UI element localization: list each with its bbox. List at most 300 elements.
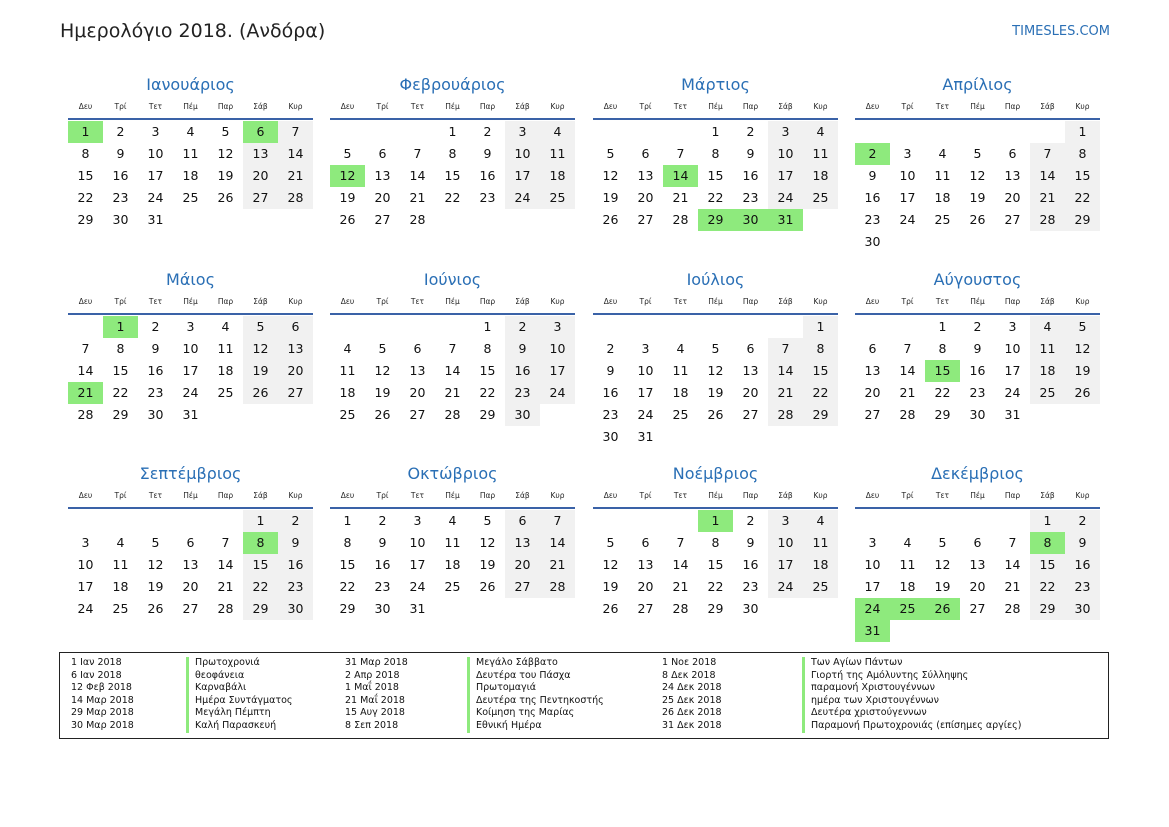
weekday-label: Παρ (742, 297, 759, 306)
day-cell: 11 (672, 363, 689, 378)
weekday-header (855, 294, 1100, 315)
day-cell: 21 (217, 579, 234, 594)
day-cell: 22 (77, 190, 94, 205)
day-cell: 17 (540, 360, 575, 382)
day-cell: 9 (746, 146, 755, 161)
day-cell: 1 (448, 124, 457, 139)
day-cell: 10 (899, 168, 916, 183)
month-block (855, 464, 1100, 642)
weekday-label: Πέμ (970, 491, 985, 500)
weekday-label: Σάβ (253, 297, 268, 306)
day-cell: 12 (147, 557, 164, 572)
weekday-label: Δευ (603, 102, 618, 111)
day-cell: 7 (676, 535, 685, 550)
legend-date: 12 Φεβ 2018 (71, 682, 132, 694)
month-block (855, 270, 1100, 426)
day-cell: 10 (768, 532, 803, 554)
day-cell: 25 (1030, 382, 1065, 404)
day-cell: 25 (803, 576, 838, 598)
day-cell: 20 (278, 360, 313, 382)
day-cell: 8 (448, 146, 457, 161)
weekday-label: Σάβ (1040, 102, 1055, 111)
legend-date: 14 Μαρ 2018 (71, 694, 134, 706)
weekday-label: Σάβ (253, 491, 268, 500)
day-cell: 1 (711, 124, 720, 139)
day-cell: 16 (742, 168, 759, 183)
day-cell: 14 (409, 168, 426, 183)
day-cell: 6 (278, 316, 313, 338)
holiday-day: 21 (68, 382, 103, 404)
day-cell: 13 (742, 363, 759, 378)
legend-marker (802, 657, 805, 733)
day-cell: 30 (742, 601, 759, 616)
weekday-label: Δευ (865, 102, 880, 111)
day-cell: 5 (973, 146, 982, 161)
day-cell: 3 (540, 316, 575, 338)
month-block (593, 464, 838, 620)
day-grid (855, 509, 1100, 642)
day-cell: 24 (505, 187, 540, 209)
weekday-label: Δευ (78, 297, 93, 306)
day-cell: 11 (540, 143, 575, 165)
day-cell: 27 (864, 407, 881, 422)
day-cell: 24 (77, 601, 94, 616)
day-cell: 4 (676, 341, 685, 356)
holiday-day: 30 (733, 209, 768, 231)
month-name: Φεβρουάριος (399, 75, 506, 94)
day-cell: 4 (221, 319, 230, 334)
day-cell: 31 (409, 601, 426, 616)
day-cell: 9 (378, 535, 387, 550)
day-cell: 12 (969, 168, 986, 183)
month-block (68, 270, 313, 426)
day-cell: 9 (606, 363, 615, 378)
legend-holiday-name: Καλή Παρασκευή (195, 719, 277, 731)
legend-date: 1 Μαΐ 2018 (345, 682, 399, 694)
day-cell: 15 (112, 363, 129, 378)
weekday-label: Παρ (1004, 297, 1021, 306)
empty-day (330, 121, 365, 143)
day-cell: 20 (742, 385, 759, 400)
day-cell: 5 (243, 316, 278, 338)
site-link[interactable]: TIMESLES.COM (1012, 24, 1110, 39)
weekday-label: Σάβ (778, 491, 793, 500)
weekday-label: Σάβ (515, 102, 530, 111)
weekday-label: Κυρ (550, 491, 565, 500)
empty-day (68, 316, 103, 338)
month-name: Δεκέμβριος (931, 464, 1024, 483)
weekday-label: Τρί (114, 491, 127, 500)
day-cell: 25 (217, 385, 234, 400)
weekday-label: Τρί (114, 297, 127, 306)
empty-day (1065, 620, 1100, 642)
day-cell: 8 (711, 535, 720, 550)
legend-holiday-name: Πρωτομαγιά (476, 682, 537, 694)
empty-day (1030, 121, 1065, 143)
day-cell: 7 (413, 146, 422, 161)
holiday-day: 14 (663, 165, 698, 187)
day-cell: 6 (868, 341, 877, 356)
day-cell: 8 (711, 146, 720, 161)
day-cell: 12 (217, 146, 234, 161)
weekday-label: Τρί (114, 102, 127, 111)
day-cell: 22 (243, 576, 278, 598)
day-cell: 5 (483, 513, 492, 528)
day-cell: 23 (505, 382, 540, 404)
empty-day (540, 209, 575, 231)
weekday-label: Τετ (673, 297, 688, 306)
day-cell: 28 (1030, 209, 1065, 231)
day-cell: 3 (903, 146, 912, 161)
day-cell: 24 (899, 212, 916, 227)
empty-day (505, 598, 540, 620)
legend-holiday-name: Μεγάλο Σάββατο (476, 657, 558, 668)
day-cell: 31 (147, 212, 164, 227)
day-cell: 12 (1065, 338, 1100, 360)
day-cell: 26 (707, 407, 724, 422)
day-cell: 3 (186, 319, 195, 334)
day-cell: 26 (969, 212, 986, 227)
day-cell: 27 (505, 576, 540, 598)
day-cell: 2 (746, 124, 755, 139)
day-cell: 2 (378, 513, 387, 528)
day-cell: 27 (637, 601, 654, 616)
day-cell: 19 (602, 190, 619, 205)
day-cell: 5 (606, 535, 615, 550)
weekday-label: Δευ (78, 102, 93, 111)
empty-day (208, 510, 243, 532)
weekday-label: Τρί (376, 297, 389, 306)
weekday-label: Τετ (935, 102, 950, 111)
day-cell: 20 (182, 579, 199, 594)
legend-holiday-name: παραμονή Χριστουγέννων (811, 682, 935, 694)
empty-day (365, 316, 400, 338)
day-cell: 13 (1004, 168, 1021, 183)
weekday-label: Πέμ (970, 102, 985, 111)
day-cell: 21 (540, 554, 575, 576)
day-cell: 7 (768, 338, 803, 360)
day-cell: 21 (672, 190, 689, 205)
empty-day (470, 209, 505, 231)
empty-day (138, 510, 173, 532)
day-cell: 18 (444, 557, 461, 572)
legend-date: 8 Σεπ 2018 (345, 719, 399, 731)
weekday-label: Πέμ (708, 297, 723, 306)
empty-day (925, 510, 960, 532)
legend-dates (71, 657, 134, 733)
weekday-label: Δευ (340, 297, 355, 306)
weekday-label: Δευ (340, 102, 355, 111)
day-cell: 18 (803, 165, 838, 187)
legend-holiday-name: Πρωτοχρονιά (195, 657, 260, 668)
legend-date: 21 Μαΐ 2018 (345, 694, 405, 706)
empty-day (925, 620, 960, 642)
day-cell: 17 (147, 168, 164, 183)
day-cell: 30 (969, 407, 986, 422)
empty-day (593, 121, 628, 143)
day-grid (68, 509, 313, 620)
day-cell: 11 (934, 168, 951, 183)
day-cell: 28 (899, 407, 916, 422)
day-cell: 8 (483, 341, 492, 356)
day-cell: 21 (444, 385, 461, 400)
empty-day (663, 316, 698, 338)
day-cell: 23 (479, 190, 496, 205)
day-cell: 26 (243, 382, 278, 404)
weekday-label: Τετ (410, 297, 425, 306)
legend-holiday-name: Μεγάλη Πέμπτη (195, 707, 271, 719)
weekday-header (593, 99, 838, 120)
day-cell: 15 (803, 360, 838, 382)
empty-day (803, 598, 838, 620)
day-cell: 6 (378, 146, 387, 161)
weekday-label: Κυρ (288, 297, 303, 306)
day-cell: 13 (374, 168, 391, 183)
day-cell: 4 (116, 535, 125, 550)
day-cell: 11 (803, 532, 838, 554)
month-name: Ιούνιος (423, 270, 482, 289)
day-cell: 25 (182, 190, 199, 205)
empty-day (208, 209, 243, 231)
day-cell: 23 (374, 579, 391, 594)
day-cell: 23 (147, 385, 164, 400)
day-cell: 23 (742, 190, 759, 205)
day-cell: 31 (1004, 407, 1021, 422)
day-cell: 27 (742, 407, 759, 422)
day-cell: 18 (934, 190, 951, 205)
day-cell: 19 (479, 557, 496, 572)
day-cell: 26 (374, 407, 391, 422)
day-cell: 23 (112, 190, 129, 205)
weekday-label: Παρ (742, 102, 759, 111)
day-cell: 25 (934, 212, 951, 227)
day-cell: 2 (505, 316, 540, 338)
day-cell: 19 (934, 579, 951, 594)
month-block (855, 75, 1100, 253)
day-cell: 11 (339, 363, 356, 378)
day-grid (330, 120, 575, 231)
empty-day (1065, 231, 1100, 253)
day-cell: 10 (147, 146, 164, 161)
day-cell: 14 (672, 557, 689, 572)
day-cell: 8 (1065, 143, 1100, 165)
empty-day (733, 426, 768, 448)
day-cell: 20 (505, 554, 540, 576)
day-cell: 7 (221, 535, 230, 550)
day-cell: 17 (409, 557, 426, 572)
day-cell: 5 (378, 341, 387, 356)
day-cell: 5 (343, 146, 352, 161)
day-cell: 25 (339, 407, 356, 422)
day-cell: 2 (151, 319, 160, 334)
day-cell: 14 (540, 532, 575, 554)
empty-day (768, 598, 803, 620)
day-cell: 29 (934, 407, 951, 422)
day-cell: 6 (746, 341, 755, 356)
day-cell: 30 (278, 598, 313, 620)
day-cell: 29 (339, 601, 356, 616)
day-cell: 25 (112, 601, 129, 616)
day-cell: 1 (1030, 510, 1065, 532)
day-cell: 2 (483, 124, 492, 139)
day-cell: 2 (973, 319, 982, 334)
empty-day (400, 121, 435, 143)
weekday-label: Σάβ (778, 297, 793, 306)
day-cell: 14 (217, 557, 234, 572)
day-cell: 27 (374, 212, 391, 227)
day-cell: 25 (540, 187, 575, 209)
holiday-day: 1 (698, 510, 733, 532)
day-cell: 9 (1065, 532, 1100, 554)
empty-day (890, 620, 925, 642)
weekday-label: Πέμ (445, 491, 460, 500)
legend-holiday-name: Γιορτή της Αμόλυντης Σύλληψης (811, 669, 969, 681)
day-cell: 18 (899, 579, 916, 594)
day-cell: 15 (339, 557, 356, 572)
day-cell: 29 (707, 601, 724, 616)
day-cell: 11 (899, 557, 916, 572)
day-cell: 11 (217, 341, 234, 356)
empty-day (400, 316, 435, 338)
day-grid (593, 120, 838, 231)
day-cell: 9 (116, 146, 125, 161)
day-cell: 10 (1004, 341, 1021, 356)
empty-day (278, 404, 313, 426)
day-cell: 3 (81, 535, 90, 550)
empty-day (995, 510, 1030, 532)
month-name: Απρίλιος (942, 75, 1013, 94)
legend-names (195, 657, 292, 733)
holiday-day: 6 (243, 121, 278, 143)
day-cell: 10 (409, 535, 426, 550)
weekday-label: Κυρ (550, 102, 565, 111)
day-cell: 17 (1004, 363, 1021, 378)
weekday-label: Σάβ (515, 491, 530, 500)
day-cell: 26 (479, 579, 496, 594)
day-cell: 24 (768, 187, 803, 209)
legend-holiday-name: Των Αγίων Πάντων (811, 657, 903, 668)
weekday-label: Δευ (340, 491, 355, 500)
holiday-day: 31 (855, 620, 890, 642)
weekday-label: Παρ (1004, 491, 1021, 500)
month-block (593, 75, 838, 231)
weekday-label: Πέμ (445, 297, 460, 306)
day-cell: 20 (637, 579, 654, 594)
weekday-label: Τρί (901, 491, 914, 500)
day-cell: 23 (969, 385, 986, 400)
day-cell: 29 (243, 598, 278, 620)
day-cell: 3 (768, 510, 803, 532)
day-cell: 26 (217, 190, 234, 205)
day-cell: 26 (147, 601, 164, 616)
day-cell: 14 (899, 363, 916, 378)
day-cell: 23 (1065, 576, 1100, 598)
day-cell: 19 (1065, 360, 1100, 382)
legend-holiday-name: Δευτέρα χριστούγεννων (811, 707, 927, 719)
day-cell: 18 (339, 385, 356, 400)
day-cell: 8 (938, 341, 947, 356)
empty-day (855, 121, 890, 143)
day-cell: 25 (672, 407, 689, 422)
day-cell: 18 (1030, 360, 1065, 382)
day-cell: 1 (483, 319, 492, 334)
weekday-label: Κυρ (813, 491, 828, 500)
day-cell: 10 (768, 143, 803, 165)
weekday-header (855, 488, 1100, 509)
day-cell: 11 (803, 143, 838, 165)
day-cell: 18 (803, 554, 838, 576)
empty-day (103, 510, 138, 532)
day-cell: 3 (1008, 319, 1017, 334)
day-grid (330, 315, 575, 426)
empty-day (960, 620, 995, 642)
legend-holiday-name: Καρναβάλι (195, 682, 247, 694)
day-cell: 3 (641, 341, 650, 356)
weekday-label: Τετ (935, 297, 950, 306)
legend-date: 6 Ιαν 2018 (71, 669, 122, 681)
day-cell: 19 (969, 190, 986, 205)
day-grid (593, 315, 838, 448)
empty-day (243, 209, 278, 231)
weekday-header (593, 294, 838, 315)
day-grid (593, 509, 838, 620)
day-cell: 13 (505, 532, 540, 554)
legend-date: 2 Απρ 2018 (345, 669, 400, 681)
day-cell: 24 (540, 382, 575, 404)
day-cell: 17 (768, 554, 803, 576)
day-cell: 14 (278, 143, 313, 165)
empty-day (995, 231, 1030, 253)
weekday-header (68, 488, 313, 509)
empty-day (768, 316, 803, 338)
day-cell: 22 (444, 190, 461, 205)
weekday-label: Κυρ (550, 297, 565, 306)
day-cell: 29 (77, 212, 94, 227)
empty-day (365, 121, 400, 143)
weekday-label: Παρ (217, 297, 234, 306)
empty-day (733, 316, 768, 338)
empty-day (173, 209, 208, 231)
empty-day (1030, 231, 1065, 253)
holiday-legend (59, 652, 1109, 739)
weekday-header (855, 99, 1100, 120)
weekday-header (68, 294, 313, 315)
day-cell: 16 (505, 360, 540, 382)
day-cell: 24 (182, 385, 199, 400)
day-cell: 18 (540, 165, 575, 187)
day-cell: 29 (1065, 209, 1100, 231)
day-cell: 22 (1030, 576, 1065, 598)
holiday-day: 15 (925, 360, 960, 382)
legend-date: 30 Μαρ 2018 (71, 719, 134, 731)
day-cell: 30 (505, 404, 540, 426)
day-cell: 4 (448, 513, 457, 528)
empty-day (925, 121, 960, 143)
holiday-day: 1 (103, 316, 138, 338)
day-cell: 30 (147, 407, 164, 422)
day-cell: 21 (278, 165, 313, 187)
weekday-label: Πέμ (708, 491, 723, 500)
day-cell: 15 (77, 168, 94, 183)
empty-day (628, 121, 663, 143)
weekday-label: Παρ (479, 297, 496, 306)
weekday-label: Δευ (603, 297, 618, 306)
legend-date: 31 Μαρ 2018 (345, 657, 408, 668)
legend-date: 31 Δεκ 2018 (662, 719, 722, 731)
holiday-day: 29 (698, 209, 733, 231)
weekday-label: Πέμ (183, 102, 198, 111)
day-cell: 19 (243, 360, 278, 382)
